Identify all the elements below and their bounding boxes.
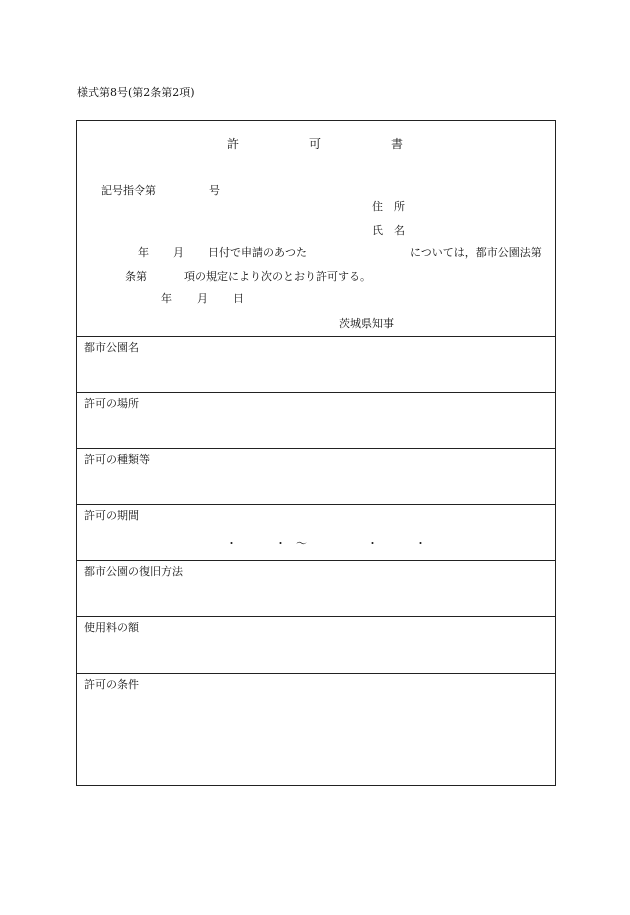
row-divider	[77, 504, 555, 505]
issue-month: 月	[197, 292, 208, 305]
permit-form	[76, 120, 556, 786]
row-label-location: 許可の場所	[84, 397, 139, 410]
period-dot-3: ・	[367, 537, 378, 550]
title-char-2: 可	[309, 137, 322, 151]
period-dot-1: ・	[226, 537, 237, 550]
applied-year: 年	[138, 246, 149, 259]
address-label: 住 所	[372, 200, 405, 213]
row-label-conditions: 許可の条件	[84, 678, 139, 691]
title-char-1: 許	[227, 137, 240, 151]
row-label-park-name: 都市公園名	[84, 341, 139, 354]
regarding-text: については，都市公園法第	[410, 246, 542, 259]
period-dot-2: ・	[275, 537, 286, 550]
issuer: 茨城県知事	[339, 317, 394, 330]
clause-text: 項の規定により次のとおり許可する。	[184, 270, 371, 283]
record-suffix: 号	[209, 184, 220, 197]
row-label-fee: 使用料の額	[84, 621, 139, 634]
row-label-type: 許可の種類等	[84, 453, 150, 466]
row-divider	[77, 336, 555, 337]
article-text: 条第	[125, 270, 147, 283]
row-divider	[77, 673, 555, 674]
record-prefix: 記号指令第	[101, 184, 156, 197]
period-tilde: ～	[296, 537, 307, 550]
row-divider	[77, 448, 555, 449]
row-divider	[77, 616, 555, 617]
row-label-restoration: 都市公園の復旧方法	[84, 565, 183, 578]
applied-month: 月	[173, 246, 184, 259]
period-dot-4: ・	[415, 537, 426, 550]
row-divider	[77, 560, 555, 561]
issue-day: 日	[233, 292, 244, 305]
row-divider	[77, 392, 555, 393]
name-label: 氏 名	[372, 224, 405, 237]
row-label-period: 許可の期間	[84, 509, 139, 522]
title-char-3: 書	[391, 137, 404, 151]
applied-day-text: 日付で申請のあつた	[208, 246, 307, 259]
form-number: 様式第8号(第2条第2項)	[77, 86, 195, 99]
issue-year: 年	[161, 292, 172, 305]
